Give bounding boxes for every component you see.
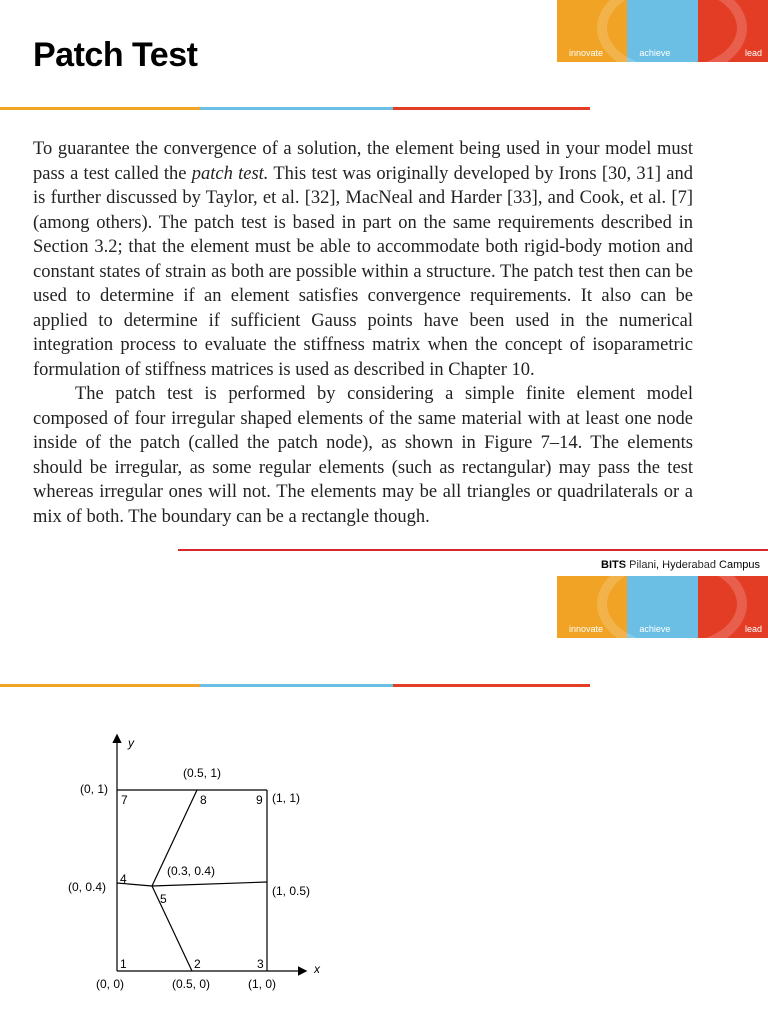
banner-label-innovate: innovate [569, 48, 604, 58]
banner-label-lead: lead [744, 624, 762, 634]
node-number: 8 [200, 793, 207, 807]
banner-red-block [698, 0, 768, 62]
y-axis-label: y [128, 736, 134, 750]
patch-test-emphasis: patch test. [191, 163, 269, 184]
node-coord-label: (0.3, 0.4) [167, 864, 216, 878]
node-coord-label: (0.5, 0) [172, 977, 211, 991]
node-coord-label: (1, 0.5) [272, 884, 311, 898]
node-coord-label: (0.5, 1) [183, 766, 222, 780]
banner-label-lead: lead [744, 48, 762, 58]
slide-title: Patch Test [33, 36, 198, 74]
node-number: 5 [160, 892, 167, 906]
edge-5-6 [152, 882, 267, 886]
banner-blue-block [627, 0, 697, 62]
x-axis-label: x [314, 962, 320, 976]
title-divider [0, 107, 590, 110]
banner-label-achieve: achieve [639, 624, 671, 634]
slide-2 [0, 576, 768, 1024]
banner-orange-block [557, 0, 627, 62]
node-coord-label: (0, 1) [80, 782, 109, 796]
edge-5-2 [152, 886, 192, 971]
node-coord-label: (1, 1) [272, 791, 301, 805]
node-number: 9 [256, 793, 263, 807]
banner-label-achieve: achieve [639, 48, 671, 58]
paragraph-2: The patch test is performed by considering a simple finite element model composed of four irregular shaped elements of the same material with at least one node inside of the patch (called the patch node), as shown in Figure 7–14. The elements should be irregular, as some regular elements (such as rectangular) may pass the test whereas irregular ones will not. The elements may be all triangles or quadrilaterals or a mix of both. The boundary can be a rectangle though. [33, 384, 693, 527]
banner-label-innovate: innovate [569, 624, 604, 634]
footer-divider [178, 549, 768, 551]
node-coord-label: (1, 0) [248, 977, 277, 991]
node-number: 7 [121, 793, 128, 807]
node-number: 4 [120, 872, 127, 886]
node-number: 2 [194, 957, 201, 971]
node-coord-label: (0, 0.4) [68, 880, 107, 894]
node-number: 1 [120, 957, 127, 971]
footer-campus: BITS Pilani, Hyderabad Campus [601, 559, 760, 571]
body-text [33, 137, 693, 529]
patch-test-figure [0, 576, 768, 1024]
node-coord-label: (0, 0) [96, 977, 125, 991]
paragraph-1: To guarantee the convergence of a solution, the element being used in your model must pass a test called the patch test. This test was originally developed by Irons [30, 31] and is further discussed by Taylor, et al. [32], MacNeal and Harder [33], and Cook, et al. [7] (among others). The patch test is based in part on the same requirements described in Section 3.2; that the element must be able to accommodate both rigid-body motion and constant states of strain as both are possible within a structure. The patch test then can be used to determine if an element satisfies convergence requirements. It also can be applied to determine if sufficient Gauss points have been used in the numerical integration process to evaluate the stiffness matrix when the concept of isoparametric formulation of stiffness matrices is used as described in Chapter 10. [33, 139, 694, 380]
node-number: 3 [257, 957, 264, 971]
brand-banner [557, 0, 768, 62]
